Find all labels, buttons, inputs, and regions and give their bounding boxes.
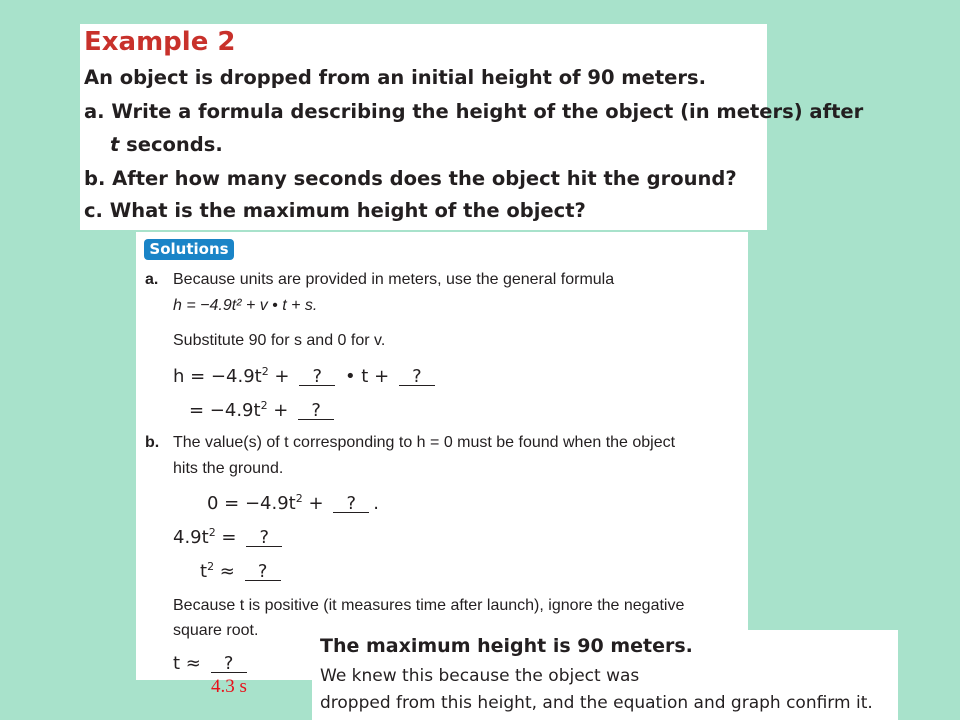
solution-b-text-4: square root. <box>173 622 259 639</box>
blank-v: ? <box>299 369 335 386</box>
solutions-badge: Solutions <box>144 239 234 260</box>
solution-a-text: Because units are provided in meters, use the general formula <box>173 271 615 288</box>
equation-1: $h = -4.9t^2$ + ? • t + ? <box>173 366 439 387</box>
example-intro: An object is dropped from an initial height of 90 meters. <box>84 66 707 89</box>
equation-4: $4.9t^2$ = ? <box>173 527 286 548</box>
answer-c-line3: dropped from this height, and the equation and graph confirm it. <box>320 693 873 713</box>
answer-c-line2: We knew this because the object was <box>320 666 640 686</box>
blank-eq3: ? <box>333 496 369 513</box>
example-part-b: b. After how many seconds does the object hit the ground? <box>84 167 737 190</box>
blank-height: ? <box>298 403 334 420</box>
solution-a-formula: h = −4.9t² + v • t + s. <box>173 297 318 314</box>
solution-b-text-1: The value(s) of t corresponding to h = 0 must be found when the object <box>173 434 676 451</box>
equation-2: = $-4.9t^2$ + ? <box>189 400 338 421</box>
equation-6: t ≈ ? <box>173 653 251 674</box>
blank-eq5: ? <box>245 564 281 581</box>
blank-s: ? <box>399 369 435 386</box>
example-title: Example 2 <box>84 27 236 57</box>
solution-b-text-3: Because t is positive (it measures time after launch), ignore the negative <box>173 597 685 614</box>
answer-c-line1: The maximum height is 90 meters. <box>320 635 693 657</box>
equation-5: $t^2$ ≈ ? <box>200 561 285 582</box>
example-part-c: c. What is the maximum height of the object? <box>84 199 586 222</box>
blank-eq6: ? <box>211 656 247 673</box>
example-part-a-line2: t seconds. <box>110 133 223 156</box>
solution-b-text-2: hits the ground. <box>173 460 284 477</box>
equation-3: $0 = -4.9t^2$ + ? . <box>207 492 380 514</box>
solution-a-substitute: Substitute 90 for s and 0 for v. <box>173 332 386 349</box>
handwritten-answer: 4.3 s <box>211 676 247 697</box>
solution-a-label: a. <box>145 271 159 288</box>
example-part-a-line1: a. Write a formula describing the height of the object (in meters) after <box>84 100 864 123</box>
blank-eq4: ? <box>246 530 282 547</box>
solution-b-label: b. <box>145 434 160 451</box>
